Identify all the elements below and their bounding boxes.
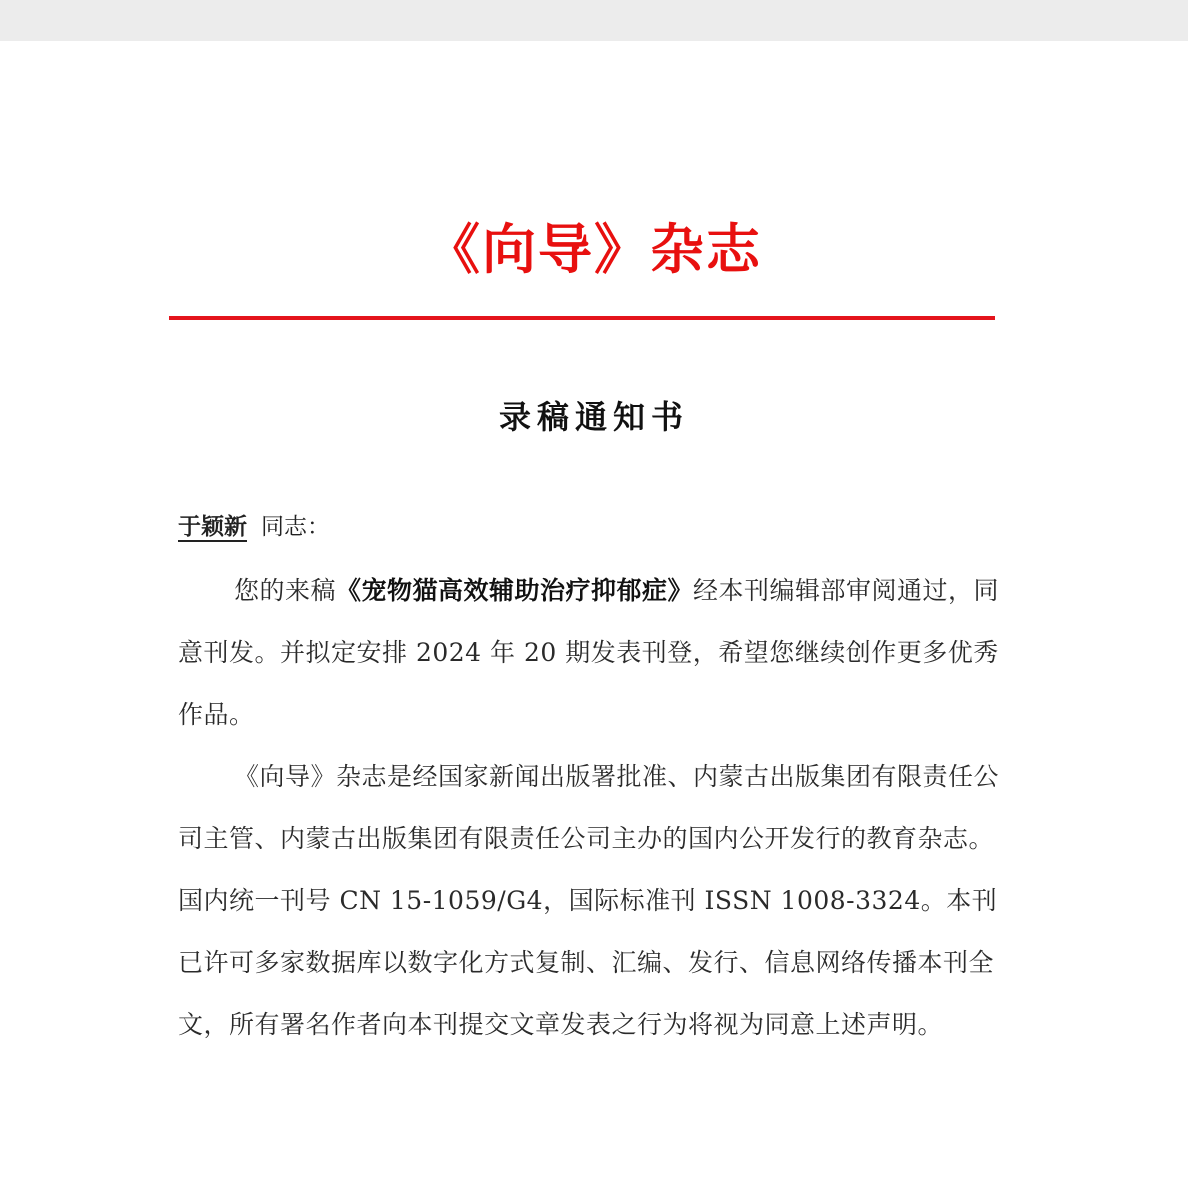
acceptance-paragraph [178, 560, 1018, 746]
recipient-name: 于颖新 [178, 513, 247, 540]
salutation-suffix: 同志： [261, 514, 330, 540]
magazine-info-paragraph: 《向导》杂志是经国家新闻出版署批准、内蒙古出版集团有限责任公司主管、内蒙古出版集团有限责任公司主办的国内公开发行的教育杂志。国内统一刊号 CN 15-1059/G4，国际标准刊 ISSN 1008-3324。本刊已许可多家数据库以数字化方式复制、汇编、发行、信息网络传播本刊全文，所有署名作者向本刊提交文章发表之行为将视为同意上述声明。 [178, 762, 1000, 1039]
paragraph-prefix: 您的来稿 [234, 576, 337, 605]
document-title: 录稿通知书 [498, 398, 689, 436]
viewer-top-bar [0, 0, 1188, 41]
paragraph-suffix: 经本刊编辑部审阅通过，同意刊发。并拟定安排 2024 年 20 期发表刊登，希望您继续创作更多优秀作品。 [178, 576, 1000, 729]
masthead-divider [169, 316, 995, 320]
magazine-masthead: 《向导》杂志 [426, 218, 762, 281]
article-title: 《宠物猫高效辅助治疗抑郁症》 [336, 576, 694, 605]
salutation [178, 508, 330, 546]
